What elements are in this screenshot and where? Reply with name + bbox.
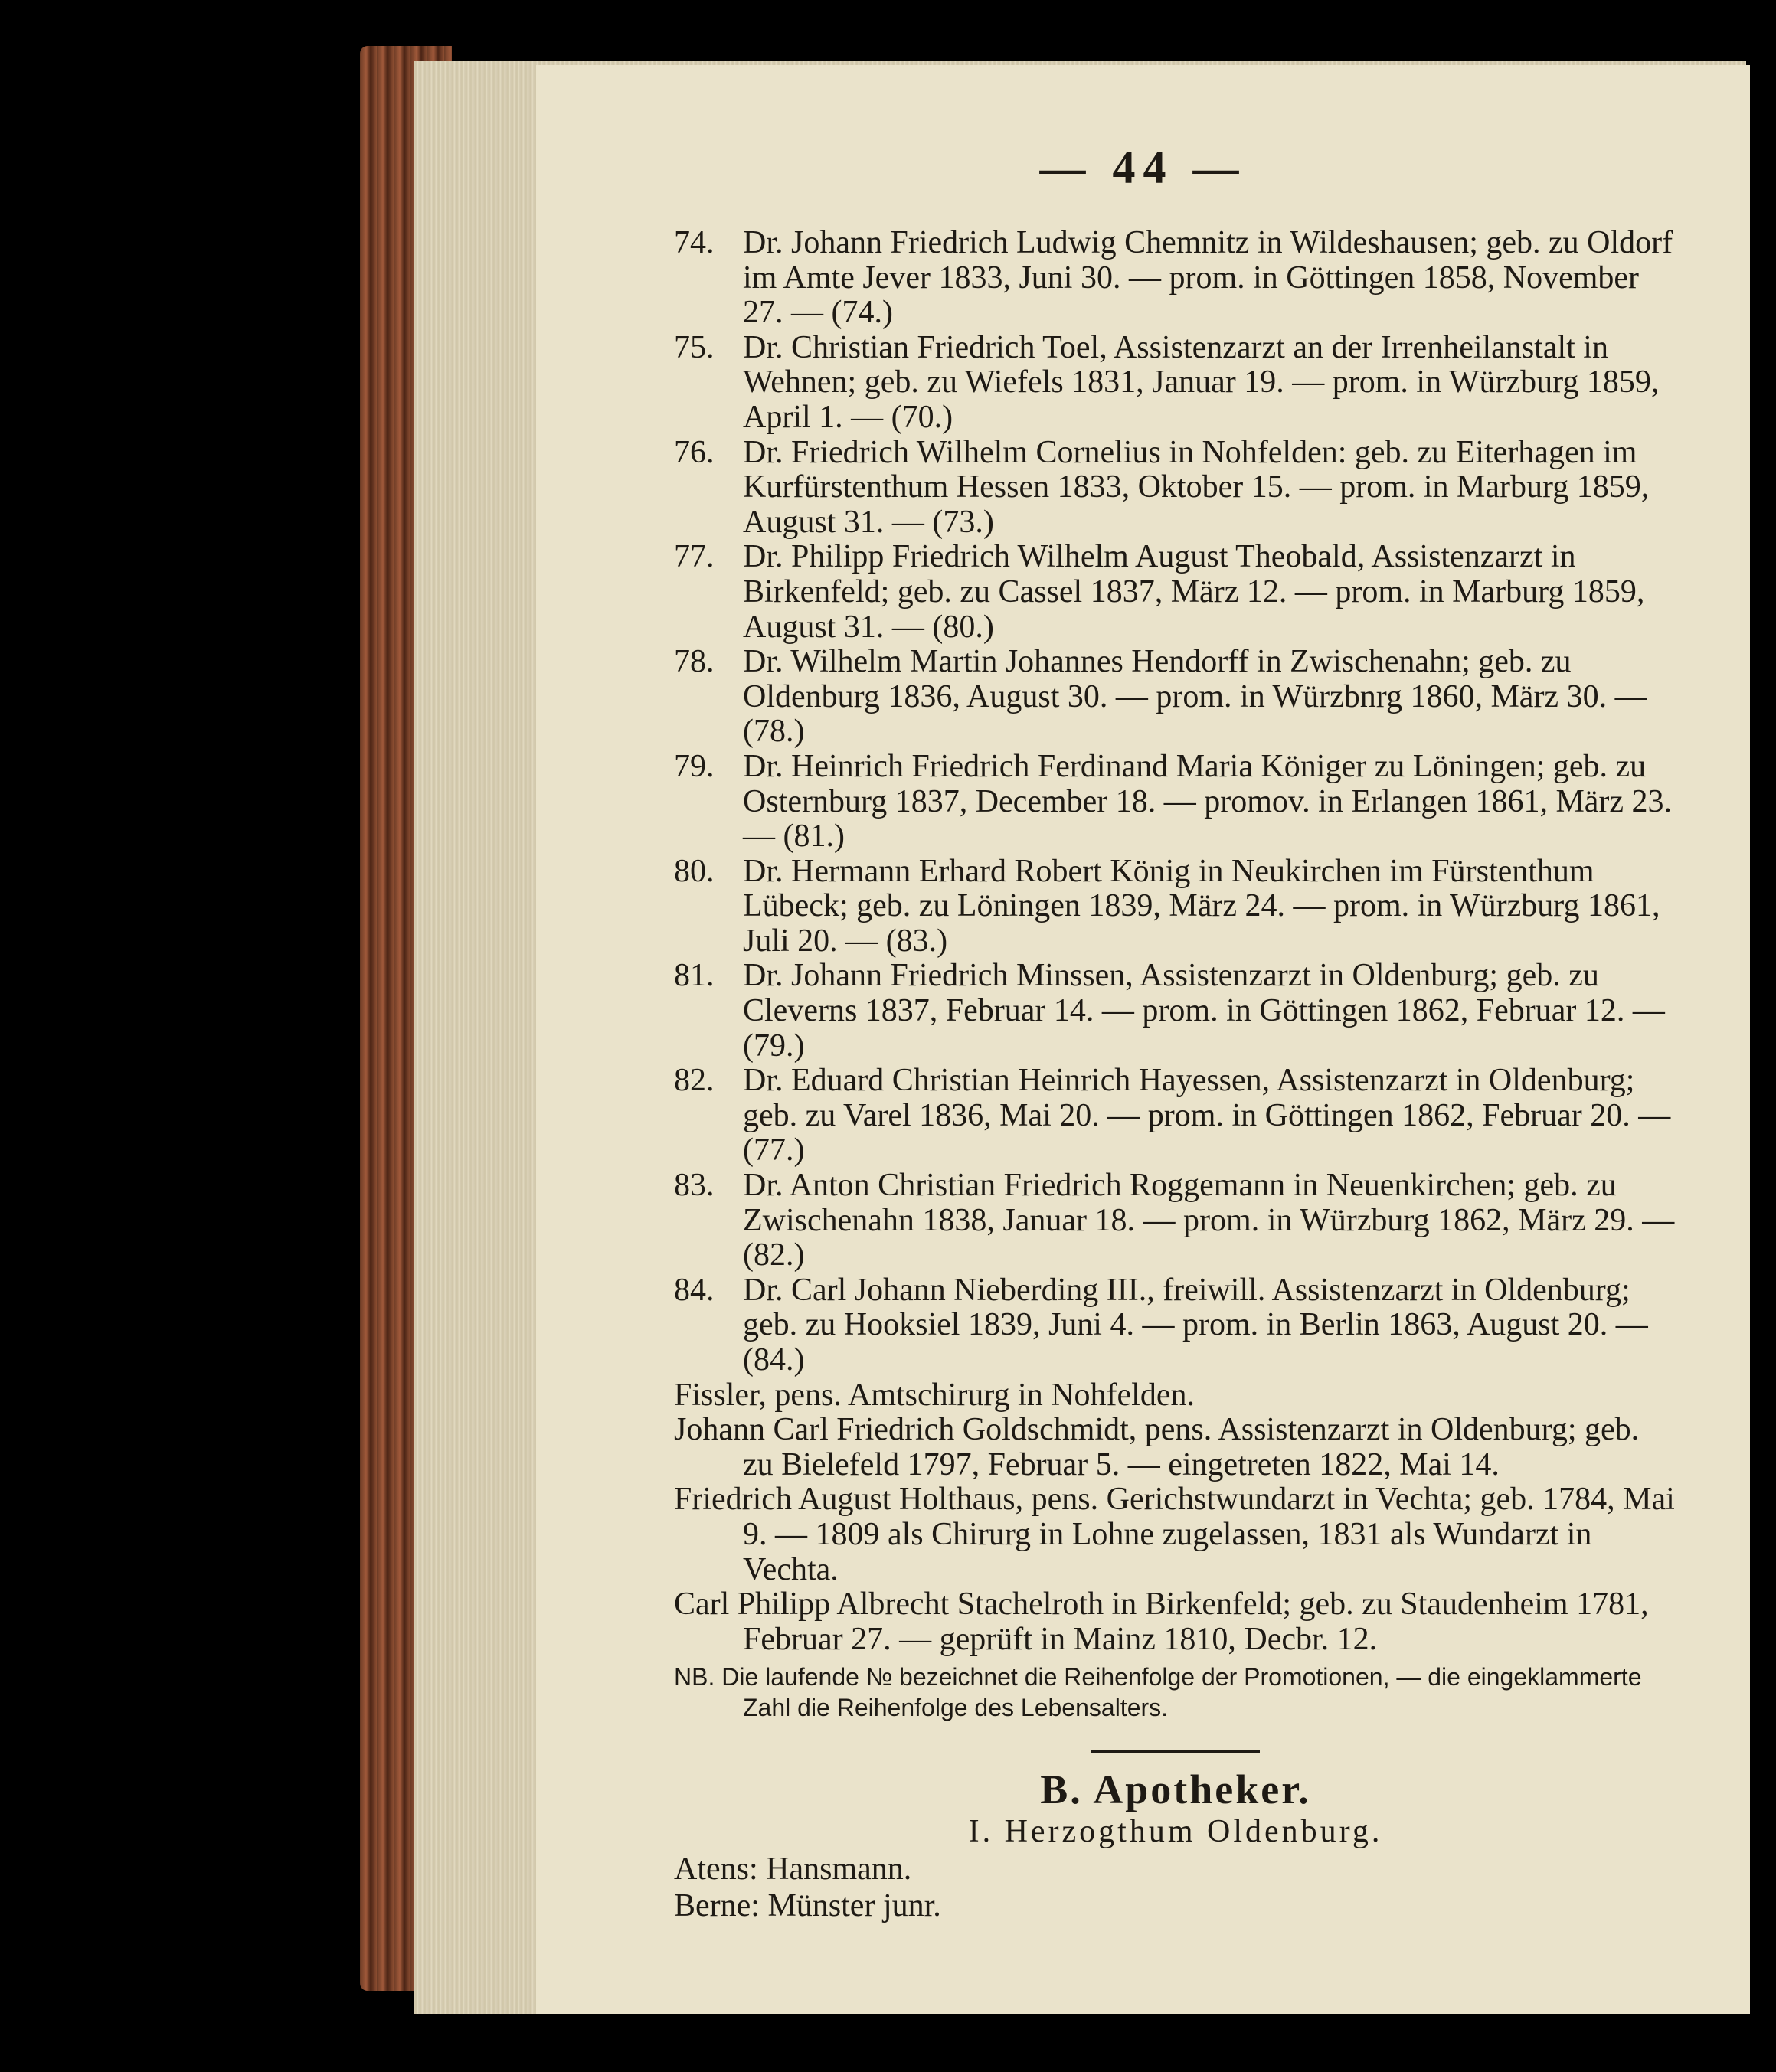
divider xyxy=(1091,1750,1260,1753)
entry-number: 84. xyxy=(674,1272,715,1308)
entry-text: Dr. Hermann Erhard Robert König in Neukirchen im Fürstenthum Lübeck; geb. zu Löningen 1839, März 24. — prom. in Würzburg 1861, Juli 20. — (83.) xyxy=(743,853,1660,959)
apothecary-entry: Atens: Hansmann. xyxy=(674,1851,912,1887)
entry-number: 82. xyxy=(674,1063,715,1099)
list-item xyxy=(674,1168,1677,1273)
entry-text: Dr. Johann Friedrich Minssen, Assistenzarzt in Oldenburg; geb. zu Cleverns 1837, Februar 14. — prom. in Göttingen 1862, Februar 12. — (79.) xyxy=(743,958,1665,1064)
entry-text: Dr. Johann Friedrich Ludwig Chemnitz in Wildeshausen; geb. zu Oldorf im Amte Jever 1833, Juni 30. — prom. in Göttingen 1858, November 27. — (74.) xyxy=(743,225,1673,331)
footnote: NB. Die laufende № bezeichnet die Reihenfolge der Promotionen, — die eingeklammerte Zahl die Reihenfolge des Lebensalters. xyxy=(674,1663,1642,1722)
entry-number: 79. xyxy=(674,748,715,784)
list-item xyxy=(674,645,1677,750)
person-entry: Friedrich August Holthaus, pens. Gerichstwundarzt in Vechta; geb. 1784, Mai 9. — 1809 als Chirurg in Lohne zugelassen, 1831 als Wundarzt in Vechta. xyxy=(674,1482,1675,1587)
entry-number: 80. xyxy=(674,853,715,889)
list-item xyxy=(674,540,1677,645)
list-item xyxy=(674,331,1677,436)
list-item xyxy=(674,855,1677,959)
entry-text: Dr. Wilhelm Martin Johannes Hendorff in Zwischenahn; geb. zu Oldenburg 1836, August 30. — prom. in Würzbnrg 1860, März 30. — (78.) xyxy=(743,644,1647,750)
list-item xyxy=(674,226,1677,331)
entry-number: 78. xyxy=(674,644,715,680)
apothecary-entry: Berne: Münster junr. xyxy=(674,1888,941,1924)
section-subheading: I. Herzogthum Oldenburg. xyxy=(968,1814,1383,1850)
entry-number: 77. xyxy=(674,539,715,575)
entry-text: Dr. Carl Johann Nieberding III., freiwill. Assistenzarzt in Oldenburg; geb. zu Hooksiel 1839, Juni 4. — prom. in Berlin 1863, August 20. — (84.) xyxy=(743,1272,1648,1378)
page-number: — 44 — xyxy=(1039,142,1247,193)
entry-number: 81. xyxy=(674,958,715,994)
list-item xyxy=(674,436,1677,541)
entry-number: 76. xyxy=(674,434,715,470)
entry-number: 83. xyxy=(674,1168,715,1204)
entry-number: 75. xyxy=(674,329,715,365)
book-page xyxy=(536,65,1750,2014)
entry-text: Dr. Friedrich Wilhelm Cornelius in Nohfelden: geb. zu Eiterhagen im Kurfürstenthum Hessen 1833, Oktober 15. — prom. in Marburg 1859, August 31. — (73.) xyxy=(743,434,1650,540)
entry-text: Dr. Philipp Friedrich Wilhelm August Theobald, Assistenzarzt in Birkenfeld; geb. zu Cassel 1837, März 12. — prom. in Marburg 1859, August 31. — (80.) xyxy=(743,539,1645,645)
list-item xyxy=(674,1273,1677,1378)
entry-text: Dr. Anton Christian Friedrich Roggemann in Neuenkirchen; geb. zu Zwischenahn 1838, Januar 18. — prom. in Würzburg 1862, März 29. — (82.) xyxy=(743,1168,1675,1273)
entry-number: 74. xyxy=(674,225,715,260)
list-item xyxy=(674,750,1677,855)
person-entry: Johann Carl Friedrich Goldschmidt, pens. Assistenzarzt in Oldenburg; geb. zu Bielefeld 1797, Februar 5. — eingetreten 1822, Mai 14. xyxy=(674,1412,1640,1482)
section-heading: B. Apotheker. xyxy=(1040,1766,1311,1813)
list-item xyxy=(674,1064,1677,1168)
list-item xyxy=(674,959,1677,1064)
person-entry: Fissler, pens. Amtschirurg in Nohfelden. xyxy=(674,1377,1195,1413)
person-entry: Carl Philipp Albrecht Stachelroth in Birkenfeld; geb. zu Staudenheim 1781, Februar 27. — geprüft in Mainz 1810, Decbr. 12. xyxy=(674,1587,1649,1657)
entry-text: Dr. Christian Friedrich Toel, Assistenzarzt an der Irrenheilanstalt in Wehnen; geb. zu Wiefels 1831, Januar 19. — prom. in Würzburg 1859, April 1. — (70.) xyxy=(743,329,1660,435)
register-entries xyxy=(674,226,1677,1924)
entry-text: Dr. Heinrich Friedrich Ferdinand Maria Königer zu Löningen; geb. zu Osternburg 1837, December 18. — promov. in Erlangen 1861, März 23. — (81.) xyxy=(743,748,1673,855)
entry-text: Dr. Eduard Christian Heinrich Hayessen, Assistenzarzt in Oldenburg; geb. zu Varel 1836, Mai 20. — prom. in Göttingen 1862, Februar 20. — (77.) xyxy=(743,1063,1671,1168)
